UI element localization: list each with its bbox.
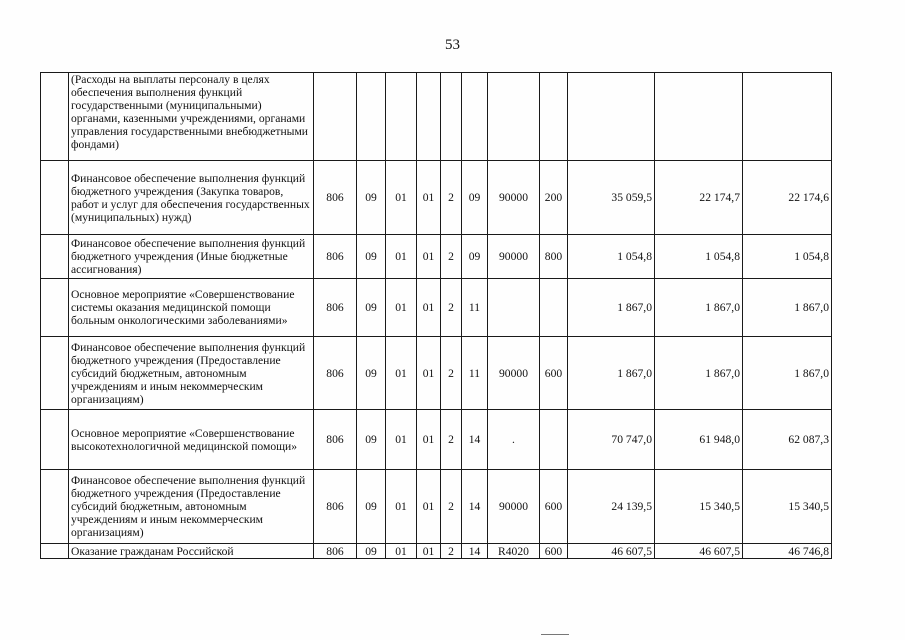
cell-program-code: 01 [417,279,441,337]
cell-program-code: 01 [417,161,441,235]
cell-program-code: 01 [417,235,441,279]
row-description: Финансовое обеспечение выполнения функций бюджетного учреждения (Закупка товаров, работ и услуг для обеспечения государственных (муниципальных) нужд) [69,161,314,235]
cell-event-code: 14 [462,410,488,470]
cell-empty-margin [41,470,69,544]
cell-expense-type-code: 800 [540,235,568,279]
table-row [41,470,832,544]
cell-event-code: 09 [462,161,488,235]
cell-ministry-code [314,73,357,161]
row-description: Финансовое обеспечение выполнения функций бюджетного учреждения (Предоставление субсидий бюджетным, автономным учреждениям и иным некоммерческим организациям) [69,337,314,410]
cell-event-code: 14 [462,544,488,559]
cell-amount-year-2: 22 174,7 [655,161,743,235]
cell-direction-code: R4020 [488,544,540,559]
cell-section-code: 09 [357,544,386,559]
cell-direction-code: . [488,410,540,470]
row-description: Основное мероприятие «Совершенствование системы оказания медицинской помощи больным онкологическими заболеваниями» [69,279,314,337]
cell-subsection-code: 01 [386,279,417,337]
cell-subsection-code: 01 [386,410,417,470]
table-body [41,73,832,559]
cell-amount-year-2 [655,73,743,161]
cell-amount-year-1: 1 867,0 [568,337,655,410]
cell-amount-year-2: 1 867,0 [655,279,743,337]
row-description: Финансовое обеспечение выполнения функций бюджетного учреждения (Иные бюджетные ассигнования) [69,235,314,279]
cell-ministry-code: 806 [314,544,357,559]
cell-empty-margin [41,235,69,279]
table-row [41,161,832,235]
cell-subprogram-code: 2 [441,544,462,559]
cell-amount-year-3: 46 746,8 [743,544,832,559]
table-row [41,410,832,470]
cell-event-code [462,73,488,161]
cell-expense-type-code [540,73,568,161]
cell-subsection-code: 01 [386,544,417,559]
cell-event-code: 14 [462,470,488,544]
cell-direction-code [488,73,540,161]
cell-program-code: 01 [417,470,441,544]
cell-amount-year-2: 1 054,8 [655,235,743,279]
cell-amount-year-1: 24 139,5 [568,470,655,544]
cell-subprogram-code: 2 [441,235,462,279]
row-description: Основное мероприятие «Совершенствование высокотехнологичной медицинской помощи» [69,410,314,470]
scan-artifact [541,634,569,635]
cell-amount-year-1: 35 059,5 [568,161,655,235]
cell-program-code [417,73,441,161]
row-description: Финансовое обеспечение выполнения функций бюджетного учреждения (Предоставление субсидий бюджетным, автономным учреждениям и иным некоммерческим организациям) [69,470,314,544]
cell-program-code: 01 [417,410,441,470]
cell-subprogram-code: 2 [441,410,462,470]
cell-program-code: 01 [417,544,441,559]
cell-amount-year-3: 15 340,5 [743,470,832,544]
cell-subprogram-code: 2 [441,161,462,235]
cell-section-code [357,73,386,161]
cell-subsection-code: 01 [386,337,417,410]
page-number: 53 [445,37,460,53]
cell-amount-year-1: 70 747,0 [568,410,655,470]
cell-direction-code: 90000 [488,161,540,235]
cell-ministry-code: 806 [314,410,357,470]
cell-direction-code: 90000 [488,337,540,410]
cell-ministry-code: 806 [314,235,357,279]
cell-event-code: 11 [462,279,488,337]
table-row [41,544,832,559]
cell-amount-year-1 [568,73,655,161]
cell-empty-margin [41,544,69,559]
cell-empty-margin [41,161,69,235]
cell-subsection-code: 01 [386,235,417,279]
cell-ministry-code: 806 [314,337,357,410]
cell-amount-year-1: 1 867,0 [568,279,655,337]
cell-subprogram-code [441,73,462,161]
cell-amount-year-1: 46 607,5 [568,544,655,559]
cell-amount-year-2: 15 340,5 [655,470,743,544]
cell-amount-year-1: 1 054,8 [568,235,655,279]
cell-subprogram-code: 2 [441,337,462,410]
cell-event-code: 11 [462,337,488,410]
budget-table [40,72,832,559]
cell-amount-year-3: 1 054,8 [743,235,832,279]
table-row [41,235,832,279]
cell-event-code: 09 [462,235,488,279]
table-row [41,73,832,161]
cell-amount-year-3 [743,73,832,161]
cell-ministry-code: 806 [314,470,357,544]
cell-expense-type-code: 600 [540,470,568,544]
cell-amount-year-2: 61 948,0 [655,410,743,470]
cell-expense-type-code [540,410,568,470]
cell-expense-type-code: 600 [540,544,568,559]
table-row [41,279,832,337]
cell-expense-type-code [540,279,568,337]
cell-ministry-code: 806 [314,161,357,235]
cell-empty-margin [41,337,69,410]
cell-subsection-code: 01 [386,161,417,235]
cell-section-code: 09 [357,161,386,235]
cell-amount-year-2: 46 607,5 [655,544,743,559]
table-row [41,337,832,410]
cell-expense-type-code: 600 [540,337,568,410]
cell-section-code: 09 [357,235,386,279]
cell-direction-code: 90000 [488,235,540,279]
cell-amount-year-3: 1 867,0 [743,279,832,337]
cell-section-code: 09 [357,337,386,410]
cell-program-code: 01 [417,337,441,410]
row-description: (Расходы на выплаты персоналу в целях обеспечения выполнения функций государственными (муниципальными) органами, казенными учреждениями, органами управления государственными внебюджетными фондами) [69,73,314,161]
row-description: Оказание гражданам Российской [69,544,314,559]
cell-subsection-code [386,73,417,161]
cell-section-code: 09 [357,410,386,470]
cell-empty-margin [41,279,69,337]
cell-direction-code: 90000 [488,470,540,544]
cell-amount-year-3: 1 867,0 [743,337,832,410]
cell-amount-year-2: 1 867,0 [655,337,743,410]
cell-subprogram-code: 2 [441,279,462,337]
cell-amount-year-3: 22 174,6 [743,161,832,235]
cell-section-code: 09 [357,470,386,544]
cell-subprogram-code: 2 [441,470,462,544]
cell-direction-code [488,279,540,337]
cell-amount-year-3: 62 087,3 [743,410,832,470]
cell-subsection-code: 01 [386,470,417,544]
cell-empty-margin [41,410,69,470]
cell-ministry-code: 806 [314,279,357,337]
cell-section-code: 09 [357,279,386,337]
cell-expense-type-code: 200 [540,161,568,235]
cell-empty-margin [41,73,69,161]
